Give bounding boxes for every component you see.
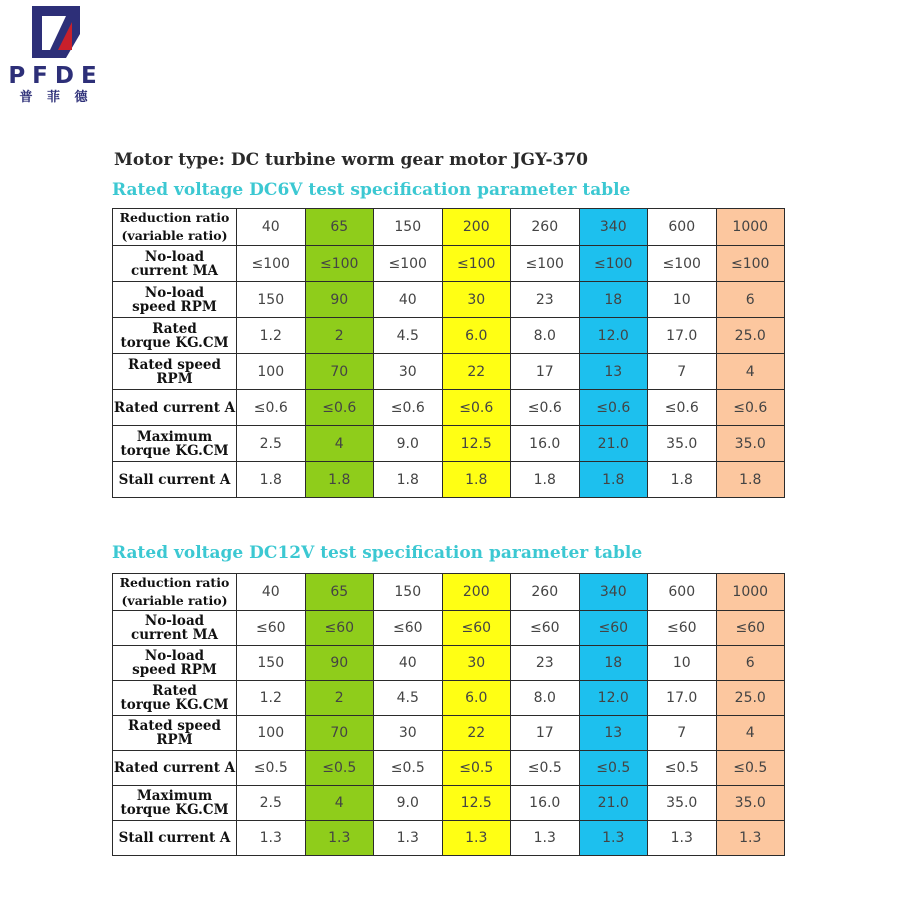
table-cell: 4 [305, 786, 374, 821]
table-cell: ≤0.6 [511, 390, 580, 426]
table-cell: ≤60 [716, 611, 785, 646]
table-cell: 21.0 [579, 786, 648, 821]
row-label-line2: speed RPM [132, 298, 217, 315]
table-cell: 65 [305, 574, 374, 611]
table-cell: ≤60 [511, 611, 580, 646]
table-row [113, 574, 785, 611]
table-cell: ≤60 [305, 611, 374, 646]
spec-table-dc6v [112, 208, 785, 498]
table-cell: 8.0 [511, 681, 580, 716]
row-label-line2: speed RPM [132, 662, 217, 678]
row-label-line1: Rated speed RPM [128, 356, 221, 387]
table-cell: 1.3 [511, 821, 580, 856]
table-cell: 1.8 [442, 462, 511, 498]
table-cell: ≤0.5 [237, 751, 306, 786]
row-label [113, 318, 237, 354]
motor-type-heading: Motor type: DC turbine worm gear motor JGY-370 [114, 150, 588, 170]
row-label [113, 646, 237, 681]
table-cell: 4 [716, 354, 785, 390]
table-cell: 30 [374, 354, 443, 390]
table-cell: 4 [716, 716, 785, 751]
table-cell: ≤100 [305, 246, 374, 282]
table-cell: ≤0.5 [511, 751, 580, 786]
table-cell: 35.0 [648, 426, 717, 462]
row-label [113, 209, 237, 246]
table-cell: 1000 [716, 574, 785, 611]
table-cell: 1.3 [716, 821, 785, 856]
row-label [113, 246, 237, 282]
table-cell: 22 [442, 716, 511, 751]
table-cell: 21.0 [579, 426, 648, 462]
table-cell: ≤0.5 [648, 751, 717, 786]
table-cell: 4.5 [374, 318, 443, 354]
table-cell: ≤60 [374, 611, 443, 646]
table-cell: 200 [442, 209, 511, 246]
table-cell: 6 [716, 282, 785, 318]
logo-chinese-name: 普 菲 德 [19, 90, 93, 105]
table-cell: 2.5 [237, 426, 306, 462]
table-cell: ≤100 [579, 246, 648, 282]
row-label [113, 611, 237, 646]
table-cell: 2 [305, 681, 374, 716]
table-cell: 1.2 [237, 681, 306, 716]
table-cell: 16.0 [511, 426, 580, 462]
table-cell: ≤60 [237, 611, 306, 646]
row-label-line1: Stall current A [118, 830, 231, 846]
row-label-line1: Reduction ratio [119, 575, 230, 590]
row-label-line2: current MA [130, 262, 219, 279]
table-cell: 6 [716, 646, 785, 681]
table-cell: 22 [442, 354, 511, 390]
table-cell: ≤100 [648, 246, 717, 282]
table-row [113, 462, 785, 498]
table-cell: 150 [374, 574, 443, 611]
row-label-line1: Reduction ratio [119, 210, 230, 225]
table-cell: 70 [305, 716, 374, 751]
table-row [113, 821, 785, 856]
table-cell: 16.0 [511, 786, 580, 821]
table-cell: 340 [579, 574, 648, 611]
table-cell: 9.0 [374, 786, 443, 821]
table-cell: 17.0 [648, 681, 717, 716]
table-cell: ≤0.6 [442, 390, 511, 426]
row-label-line1: No-load [144, 284, 205, 301]
row-label-line2: torque KG.CM [120, 697, 229, 713]
table-cell: 17.0 [648, 318, 717, 354]
pfde-logo-mark [30, 4, 82, 60]
table-cell: 600 [648, 209, 717, 246]
table-cell: 100 [237, 354, 306, 390]
table-cell: 17 [511, 716, 580, 751]
table-cell: 600 [648, 574, 717, 611]
table-cell: 8.0 [511, 318, 580, 354]
row-label-line2: (variable ratio) [121, 593, 228, 608]
table-cell: 35.0 [648, 786, 717, 821]
table-row [113, 246, 785, 282]
row-label-line1: Rated [152, 683, 197, 699]
table-cell: 40 [374, 282, 443, 318]
table-row [113, 426, 785, 462]
table-cell: 12.0 [579, 681, 648, 716]
table-cell: 18 [579, 282, 648, 318]
row-label [113, 786, 237, 821]
table-cell: 150 [237, 646, 306, 681]
table-cell: ≤0.6 [648, 390, 717, 426]
table-row [113, 751, 785, 786]
table-cell: 150 [374, 209, 443, 246]
table-cell: 1.8 [716, 462, 785, 498]
table-cell: 90 [305, 646, 374, 681]
row-label-line1: Rated current A [113, 760, 236, 776]
table-cell: 35.0 [716, 426, 785, 462]
table-cell: 10 [648, 282, 717, 318]
table-cell: 13 [579, 354, 648, 390]
table-row [113, 209, 785, 246]
table-cell: ≤100 [237, 246, 306, 282]
row-label-line2: torque KG.CM [120, 802, 229, 818]
table-cell: 65 [305, 209, 374, 246]
table-cell: ≤0.5 [374, 751, 443, 786]
row-label-line1: No-load [144, 248, 205, 265]
table-row [113, 646, 785, 681]
table-cell: 1.8 [579, 462, 648, 498]
table-cell: 2.5 [237, 786, 306, 821]
row-label [113, 462, 237, 498]
table-cell: 23 [511, 282, 580, 318]
table-cell: 1.8 [648, 462, 717, 498]
table-cell: 6.0 [442, 681, 511, 716]
spec-table-dc12v [112, 573, 785, 856]
table-cell: ≤60 [648, 611, 717, 646]
table-cell: 25.0 [716, 318, 785, 354]
row-label-line2: torque KG.CM [120, 334, 229, 351]
row-label [113, 354, 237, 390]
row-label [113, 751, 237, 786]
table-cell: ≤0.6 [716, 390, 785, 426]
table-cell: 1.3 [305, 821, 374, 856]
row-label-line2: torque KG.CM [120, 442, 229, 459]
table-cell: 1.8 [511, 462, 580, 498]
table-cell: 200 [442, 574, 511, 611]
table-cell: 1.3 [237, 821, 306, 856]
table-cell: 12.0 [579, 318, 648, 354]
table-cell: 100 [237, 716, 306, 751]
row-label [113, 426, 237, 462]
table-cell: ≤0.5 [305, 751, 374, 786]
row-label-line1: No-load [144, 648, 205, 664]
table-cell: ≤60 [579, 611, 648, 646]
table-cell: 1.3 [579, 821, 648, 856]
table-cell: 2 [305, 318, 374, 354]
row-label [113, 282, 237, 318]
brand-logo [0, 4, 112, 104]
row-label-line1: Maximum [136, 788, 213, 804]
table-cell: ≤0.6 [374, 390, 443, 426]
table-cell: 6.0 [442, 318, 511, 354]
table-cell: 340 [579, 209, 648, 246]
table-cell: ≤100 [374, 246, 443, 282]
table-cell: 17 [511, 354, 580, 390]
table-cell: 4.5 [374, 681, 443, 716]
table-cell: 30 [442, 282, 511, 318]
row-label-line1: Maximum [136, 428, 213, 445]
table-cell: ≤100 [511, 246, 580, 282]
table-cell: ≤60 [442, 611, 511, 646]
table-row [113, 786, 785, 821]
table-row [113, 390, 785, 426]
row-label-line1: Rated [152, 320, 197, 337]
table-cell: ≤0.5 [716, 751, 785, 786]
table-cell: 12.5 [442, 786, 511, 821]
table-cell: ≤100 [442, 246, 511, 282]
row-label-line1: Rated speed RPM [128, 718, 221, 748]
table-cell: 7 [648, 716, 717, 751]
table-cell: 260 [511, 209, 580, 246]
table-cell: 4 [305, 426, 374, 462]
table-cell: 1000 [716, 209, 785, 246]
table-cell: 260 [511, 574, 580, 611]
table-cell: 13 [579, 716, 648, 751]
table-cell: ≤0.5 [579, 751, 648, 786]
table-cell: 9.0 [374, 426, 443, 462]
row-label-line1: No-load [144, 613, 205, 629]
table-cell: 23 [511, 646, 580, 681]
table-cell: 1.3 [374, 821, 443, 856]
row-label [113, 681, 237, 716]
table-row [113, 611, 785, 646]
table-cell: ≤0.6 [237, 390, 306, 426]
table-cell: 1.3 [648, 821, 717, 856]
row-label-line2: current MA [130, 627, 219, 643]
table-cell: 18 [579, 646, 648, 681]
table-cell: 1.3 [442, 821, 511, 856]
row-label [113, 716, 237, 751]
table-cell: ≤0.6 [305, 390, 374, 426]
table-cell: 40 [374, 646, 443, 681]
table-cell: ≤0.6 [579, 390, 648, 426]
row-label [113, 821, 237, 856]
table-row [113, 318, 785, 354]
table-cell: 40 [237, 574, 306, 611]
logo-letters: PFDE [8, 63, 104, 89]
table-cell: 90 [305, 282, 374, 318]
row-label-line2: (variable ratio) [121, 228, 228, 243]
table-cell: 1.8 [237, 462, 306, 498]
row-label-line1: Stall current A [118, 471, 231, 488]
table-cell: 1.8 [305, 462, 374, 498]
table-cell: ≤100 [716, 246, 785, 282]
table-row [113, 354, 785, 390]
table-title-dc6v: Rated voltage DC6V test specification parameter table [112, 180, 631, 200]
table-cell: 40 [237, 209, 306, 246]
table-cell: 30 [374, 716, 443, 751]
table-cell: 30 [442, 646, 511, 681]
row-label [113, 390, 237, 426]
table-title-dc12v: Rated voltage DC12V test specification parameter table [112, 543, 643, 563]
table-cell: 10 [648, 646, 717, 681]
row-label-line1: Rated current A [113, 399, 236, 416]
table-cell: ≤0.5 [442, 751, 511, 786]
table-cell: 35.0 [716, 786, 785, 821]
table-cell: 1.2 [237, 318, 306, 354]
table-row [113, 716, 785, 751]
table-cell: 25.0 [716, 681, 785, 716]
table-cell: 12.5 [442, 426, 511, 462]
table-row [113, 282, 785, 318]
table-cell: 1.8 [374, 462, 443, 498]
table-row [113, 681, 785, 716]
table-cell: 7 [648, 354, 717, 390]
row-label [113, 574, 237, 611]
table-cell: 150 [237, 282, 306, 318]
table-cell: 70 [305, 354, 374, 390]
